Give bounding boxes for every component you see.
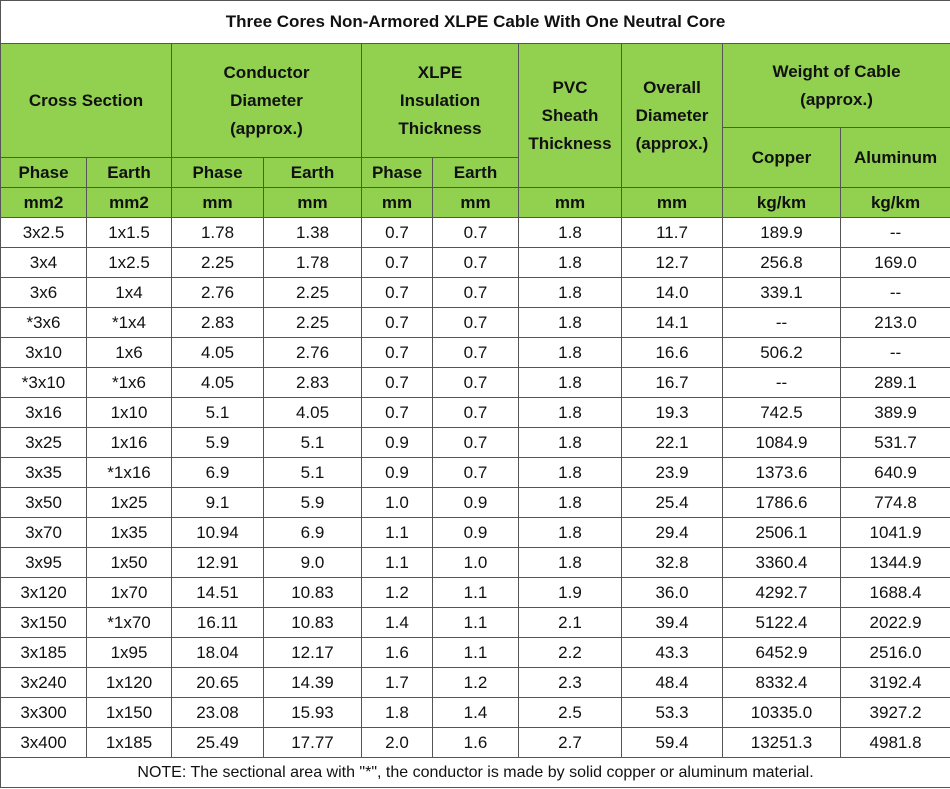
- cell-overall-diameter: 32.8: [622, 548, 723, 578]
- unit-cell: mm2: [87, 188, 172, 218]
- cell-pvc-sheath: 1.8: [519, 548, 622, 578]
- cell-cross-section-earth: 1x6: [87, 338, 172, 368]
- cell-overall-diameter: 19.3: [622, 398, 723, 428]
- cell-overall-diameter: 29.4: [622, 518, 723, 548]
- cell-pvc-sheath: 2.7: [519, 728, 622, 758]
- cell-cross-section-phase: 3x185: [1, 638, 87, 668]
- cell-weight-copper: 10335.0: [723, 698, 841, 728]
- cell-cross-section-earth: 1x95: [87, 638, 172, 668]
- cell-conductor-earth: 2.76: [264, 338, 362, 368]
- cell-conductor-earth: 14.39: [264, 668, 362, 698]
- unit-cell: mm: [622, 188, 723, 218]
- cell-cross-section-earth: 1x50: [87, 548, 172, 578]
- cell-cross-section-phase: 3x10: [1, 338, 87, 368]
- cell-weight-aluminum: 389.9: [841, 398, 950, 428]
- cell-conductor-phase: 10.94: [172, 518, 264, 548]
- table-row: [1, 578, 950, 608]
- cell-conductor-earth: 6.9: [264, 518, 362, 548]
- cell-xlpe-phase: 1.2: [362, 578, 433, 608]
- cell-xlpe-earth: 1.1: [433, 578, 519, 608]
- cell-xlpe-earth: 0.9: [433, 488, 519, 518]
- cell-weight-copper: 1373.6: [723, 458, 841, 488]
- cell-cross-section-earth: *1x70: [87, 608, 172, 638]
- cell-cross-section-phase: 3x16: [1, 398, 87, 428]
- cell-conductor-phase: 12.91: [172, 548, 264, 578]
- cell-conductor-phase: 18.04: [172, 638, 264, 668]
- cell-conductor-phase: 16.11: [172, 608, 264, 638]
- cell-weight-aluminum: 1344.9: [841, 548, 950, 578]
- cell-weight-copper: 3360.4: [723, 548, 841, 578]
- table-row: [1, 488, 950, 518]
- header-xlpe-earth: Earth: [433, 158, 519, 188]
- cell-weight-aluminum: 289.1: [841, 368, 950, 398]
- cell-pvc-sheath: 1.8: [519, 518, 622, 548]
- cell-cross-section-phase: 3x35: [1, 458, 87, 488]
- cell-weight-aluminum: 1688.4: [841, 578, 950, 608]
- cell-xlpe-phase: 0.7: [362, 368, 433, 398]
- header-xlpe-insulation: XLPE Insulation Thickness: [362, 44, 519, 158]
- cell-conductor-phase: 4.05: [172, 338, 264, 368]
- header-pvc-sheath: PVC Sheath Thickness: [519, 44, 622, 188]
- cell-weight-copper: 2506.1: [723, 518, 841, 548]
- cell-conductor-phase: 2.76: [172, 278, 264, 308]
- cell-weight-copper: 1786.6: [723, 488, 841, 518]
- cell-xlpe-earth: 1.0: [433, 548, 519, 578]
- unit-cell: kg/km: [723, 188, 841, 218]
- cell-overall-diameter: 23.9: [622, 458, 723, 488]
- cell-weight-aluminum: 3192.4: [841, 668, 950, 698]
- header-weight-aluminum: Aluminum: [841, 128, 950, 188]
- table-row: [1, 218, 950, 248]
- cell-cross-section-earth: 1x120: [87, 668, 172, 698]
- cell-overall-diameter: 39.4: [622, 608, 723, 638]
- table-row: [1, 608, 950, 638]
- cell-weight-copper: 339.1: [723, 278, 841, 308]
- cell-cross-section-phase: *3x6: [1, 308, 87, 338]
- unit-cell: mm: [172, 188, 264, 218]
- cell-weight-copper: 256.8: [723, 248, 841, 278]
- cell-xlpe-earth: 0.7: [433, 338, 519, 368]
- cell-xlpe-phase: 2.0: [362, 728, 433, 758]
- cell-overall-diameter: 12.7: [622, 248, 723, 278]
- table-row: [1, 308, 950, 338]
- cell-overall-diameter: 16.7: [622, 368, 723, 398]
- cell-conductor-earth: 10.83: [264, 578, 362, 608]
- cell-weight-aluminum: --: [841, 278, 950, 308]
- table-title: Three Cores Non-Armored XLPE Cable With One Neutral Core: [1, 1, 950, 44]
- cell-conductor-earth: 1.38: [264, 218, 362, 248]
- unit-cell: mm: [519, 188, 622, 218]
- cell-weight-aluminum: 2516.0: [841, 638, 950, 668]
- cell-xlpe-earth: 0.7: [433, 398, 519, 428]
- cell-weight-aluminum: 1041.9: [841, 518, 950, 548]
- cell-xlpe-earth: 0.7: [433, 458, 519, 488]
- table-body: [1, 218, 950, 758]
- cell-pvc-sheath: 1.8: [519, 488, 622, 518]
- cell-cross-section-earth: 1x70: [87, 578, 172, 608]
- cell-pvc-sheath: 1.8: [519, 338, 622, 368]
- cell-cross-section-earth: 1x185: [87, 728, 172, 758]
- unit-cell: mm2: [1, 188, 87, 218]
- cell-xlpe-earth: 0.7: [433, 278, 519, 308]
- cell-pvc-sheath: 1.9: [519, 578, 622, 608]
- cell-cross-section-earth: 1x2.5: [87, 248, 172, 278]
- cell-xlpe-phase: 1.7: [362, 668, 433, 698]
- table-row: [1, 518, 950, 548]
- cell-weight-copper: 6452.9: [723, 638, 841, 668]
- cell-overall-diameter: 14.1: [622, 308, 723, 338]
- cell-weight-aluminum: 4981.8: [841, 728, 950, 758]
- cell-xlpe-phase: 1.6: [362, 638, 433, 668]
- cell-cross-section-phase: 3x25: [1, 428, 87, 458]
- cell-weight-copper: 4292.7: [723, 578, 841, 608]
- cell-conductor-phase: 14.51: [172, 578, 264, 608]
- cell-conductor-phase: 20.65: [172, 668, 264, 698]
- cell-xlpe-phase: 1.1: [362, 548, 433, 578]
- table-row: [1, 638, 950, 668]
- cell-weight-aluminum: 774.8: [841, 488, 950, 518]
- cell-xlpe-phase: 0.9: [362, 428, 433, 458]
- header-weight: Weight of Cable (approx.): [723, 44, 950, 128]
- cell-conductor-earth: 9.0: [264, 548, 362, 578]
- cell-cross-section-phase: 3x2.5: [1, 218, 87, 248]
- cell-weight-aluminum: 3927.2: [841, 698, 950, 728]
- cell-pvc-sheath: 1.8: [519, 458, 622, 488]
- cell-weight-copper: --: [723, 368, 841, 398]
- cell-overall-diameter: 22.1: [622, 428, 723, 458]
- cell-pvc-sheath: 2.3: [519, 668, 622, 698]
- cell-weight-aluminum: --: [841, 218, 950, 248]
- header-cross-section: Cross Section: [1, 44, 172, 158]
- cell-conductor-earth: 2.83: [264, 368, 362, 398]
- cell-xlpe-phase: 1.4: [362, 608, 433, 638]
- table-row: [1, 248, 950, 278]
- unit-cell: mm: [362, 188, 433, 218]
- cell-weight-copper: 1084.9: [723, 428, 841, 458]
- cell-xlpe-phase: 0.7: [362, 248, 433, 278]
- cell-conductor-phase: 23.08: [172, 698, 264, 728]
- cell-overall-diameter: 36.0: [622, 578, 723, 608]
- cell-xlpe-earth: 0.7: [433, 368, 519, 398]
- table-row: [1, 338, 950, 368]
- cell-conductor-phase: 25.49: [172, 728, 264, 758]
- header-cross-section-phase: Phase: [1, 158, 87, 188]
- cell-weight-aluminum: 2022.9: [841, 608, 950, 638]
- cell-xlpe-phase: 0.7: [362, 398, 433, 428]
- cell-cross-section-earth: 1x1.5: [87, 218, 172, 248]
- cell-overall-diameter: 43.3: [622, 638, 723, 668]
- cell-cross-section-earth: *1x6: [87, 368, 172, 398]
- table-row: [1, 458, 950, 488]
- table-note: NOTE: The sectional area with "*", the conductor is made by solid copper or aluminum material.: [1, 758, 950, 788]
- cell-cross-section-earth: *1x4: [87, 308, 172, 338]
- cell-xlpe-earth: 1.1: [433, 638, 519, 668]
- cell-xlpe-earth: 0.9: [433, 518, 519, 548]
- cell-weight-aluminum: 213.0: [841, 308, 950, 338]
- cell-xlpe-earth: 0.7: [433, 308, 519, 338]
- header-xlpe-phase: Phase: [362, 158, 433, 188]
- cell-cross-section-earth: *1x16: [87, 458, 172, 488]
- cell-cross-section-earth: 1x10: [87, 398, 172, 428]
- cell-xlpe-phase: 0.7: [362, 278, 433, 308]
- cell-pvc-sheath: 1.8: [519, 368, 622, 398]
- cell-xlpe-phase: 0.7: [362, 218, 433, 248]
- unit-cell: mm: [264, 188, 362, 218]
- cell-xlpe-phase: 1.1: [362, 518, 433, 548]
- cell-conductor-phase: 1.78: [172, 218, 264, 248]
- cell-weight-copper: 5122.4: [723, 608, 841, 638]
- cell-conductor-phase: 2.25: [172, 248, 264, 278]
- cell-overall-diameter: 25.4: [622, 488, 723, 518]
- cell-weight-copper: 189.9: [723, 218, 841, 248]
- cell-cross-section-phase: 3x50: [1, 488, 87, 518]
- cell-overall-diameter: 16.6: [622, 338, 723, 368]
- cell-conductor-earth: 12.17: [264, 638, 362, 668]
- cell-xlpe-earth: 0.7: [433, 428, 519, 458]
- cell-weight-copper: 742.5: [723, 398, 841, 428]
- cell-overall-diameter: 14.0: [622, 278, 723, 308]
- table-row: [1, 548, 950, 578]
- cell-weight-copper: 13251.3: [723, 728, 841, 758]
- cell-xlpe-phase: 1.8: [362, 698, 433, 728]
- cell-conductor-earth: 17.77: [264, 728, 362, 758]
- units-row: [1, 188, 950, 218]
- cell-xlpe-phase: 0.7: [362, 338, 433, 368]
- cell-xlpe-phase: 1.0: [362, 488, 433, 518]
- cell-pvc-sheath: 2.2: [519, 638, 622, 668]
- header-overall-diameter: Overall Diameter (approx.): [622, 44, 723, 188]
- cell-weight-copper: --: [723, 308, 841, 338]
- table-row: [1, 698, 950, 728]
- cell-overall-diameter: 53.3: [622, 698, 723, 728]
- cell-conductor-earth: 5.1: [264, 458, 362, 488]
- unit-cell: mm: [433, 188, 519, 218]
- cell-cross-section-earth: 1x35: [87, 518, 172, 548]
- cell-weight-aluminum: 640.9: [841, 458, 950, 488]
- cell-pvc-sheath: 2.1: [519, 608, 622, 638]
- cell-pvc-sheath: 2.5: [519, 698, 622, 728]
- header-conductor-phase: Phase: [172, 158, 264, 188]
- cell-weight-copper: 8332.4: [723, 668, 841, 698]
- cell-cross-section-phase: 3x400: [1, 728, 87, 758]
- cell-overall-diameter: 59.4: [622, 728, 723, 758]
- cell-pvc-sheath: 1.8: [519, 278, 622, 308]
- table-row: [1, 368, 950, 398]
- cell-pvc-sheath: 1.8: [519, 308, 622, 338]
- cell-weight-aluminum: --: [841, 338, 950, 368]
- cell-conductor-earth: 1.78: [264, 248, 362, 278]
- cell-xlpe-phase: 0.7: [362, 308, 433, 338]
- table-row: [1, 668, 950, 698]
- header-conductor-diameter: Conductor Diameter (approx.): [172, 44, 362, 158]
- cell-xlpe-earth: 1.2: [433, 668, 519, 698]
- cell-xlpe-earth: 0.7: [433, 218, 519, 248]
- cell-xlpe-earth: 1.1: [433, 608, 519, 638]
- cell-conductor-earth: 15.93: [264, 698, 362, 728]
- table-row: [1, 278, 950, 308]
- cell-cross-section-earth: 1x16: [87, 428, 172, 458]
- header-conductor-earth: Earth: [264, 158, 362, 188]
- cell-cross-section-earth: 1x4: [87, 278, 172, 308]
- unit-cell: kg/km: [841, 188, 950, 218]
- header-cross-section-earth: Earth: [87, 158, 172, 188]
- cell-cross-section-phase: 3x4: [1, 248, 87, 278]
- cell-weight-copper: 506.2: [723, 338, 841, 368]
- cell-cross-section-phase: 3x95: [1, 548, 87, 578]
- cell-cross-section-phase: 3x300: [1, 698, 87, 728]
- cell-conductor-earth: 2.25: [264, 278, 362, 308]
- cell-conductor-phase: 5.9: [172, 428, 264, 458]
- cell-overall-diameter: 48.4: [622, 668, 723, 698]
- cell-xlpe-earth: 0.7: [433, 248, 519, 278]
- table-row: [1, 398, 950, 428]
- cell-conductor-earth: 10.83: [264, 608, 362, 638]
- cell-weight-aluminum: 169.0: [841, 248, 950, 278]
- cell-conductor-earth: 5.1: [264, 428, 362, 458]
- cell-pvc-sheath: 1.8: [519, 248, 622, 278]
- cell-xlpe-earth: 1.6: [433, 728, 519, 758]
- cell-cross-section-phase: 3x70: [1, 518, 87, 548]
- cell-conductor-phase: 2.83: [172, 308, 264, 338]
- header-weight-copper: Copper: [723, 128, 841, 188]
- cell-cross-section-phase: 3x120: [1, 578, 87, 608]
- cell-cross-section-earth: 1x25: [87, 488, 172, 518]
- cell-conductor-earth: 4.05: [264, 398, 362, 428]
- cell-pvc-sheath: 1.8: [519, 218, 622, 248]
- cell-cross-section-earth: 1x150: [87, 698, 172, 728]
- cell-conductor-phase: 6.9: [172, 458, 264, 488]
- cell-conductor-earth: 2.25: [264, 308, 362, 338]
- cell-xlpe-earth: 1.4: [433, 698, 519, 728]
- cell-conductor-phase: 4.05: [172, 368, 264, 398]
- cell-cross-section-phase: 3x6: [1, 278, 87, 308]
- cell-xlpe-phase: 0.9: [362, 458, 433, 488]
- cell-cross-section-phase: 3x150: [1, 608, 87, 638]
- cell-conductor-earth: 5.9: [264, 488, 362, 518]
- table-row: [1, 428, 950, 458]
- cell-cross-section-phase: *3x10: [1, 368, 87, 398]
- cell-cross-section-phase: 3x240: [1, 668, 87, 698]
- cell-weight-aluminum: 531.7: [841, 428, 950, 458]
- cell-conductor-phase: 5.1: [172, 398, 264, 428]
- cell-pvc-sheath: 1.8: [519, 398, 622, 428]
- cell-pvc-sheath: 1.8: [519, 428, 622, 458]
- cell-overall-diameter: 11.7: [622, 218, 723, 248]
- cell-conductor-phase: 9.1: [172, 488, 264, 518]
- table-row: [1, 728, 950, 758]
